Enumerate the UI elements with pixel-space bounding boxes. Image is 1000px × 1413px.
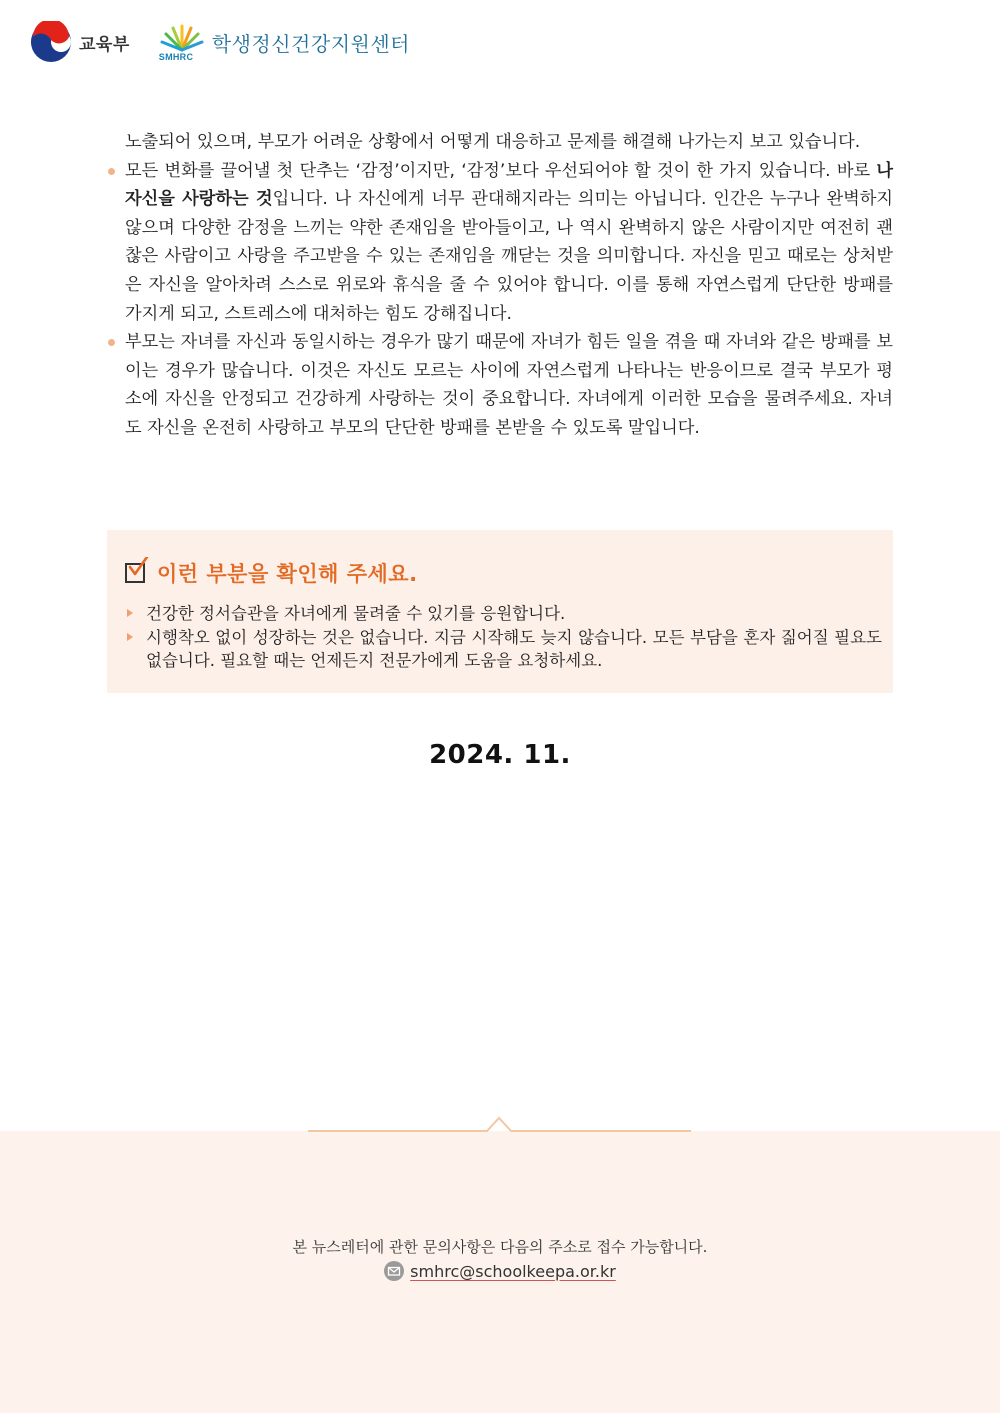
footer-notice: 본 뉴스레터에 관한 문의사항은 다음의 주소로 접수 가능합니다.	[292, 1238, 708, 1256]
check-section-title	[125, 558, 418, 588]
center-logo	[158, 22, 410, 62]
taegeuk-emblem-icon	[30, 21, 72, 63]
article-body	[125, 128, 893, 443]
ministry-name: 교육부	[79, 34, 130, 55]
list-item: 건강한 정서습관을 자녀에게 물려줄 수 있기를 응원합니다.	[127, 602, 882, 626]
footer-divider-decoration	[0, 1111, 1000, 1135]
mail-icon	[384, 1261, 404, 1281]
list-item: 시행착오 없이 성장하는 것은 없습니다. 지금 시작해도 늦지 않습니다. 모든 부담을 혼자 짊어질 필요도 없습니다. 필요할 때는 언제든지 전문가에게 도움을 요청하세요.	[127, 626, 882, 673]
footer-contact	[0, 1261, 1000, 1281]
ministry-logo	[30, 21, 130, 63]
bullet-text-a: 모든 변화를 끌어낼 첫 단추는 ‘감정’이지만, ‘감정’보다 우선되어야 할 것이 한 가지 있습니다. 바로	[125, 160, 877, 181]
triangle-bullet-icon	[127, 609, 133, 617]
page-header	[30, 20, 410, 64]
center-abbr: SMHRC	[158, 52, 194, 62]
paragraph-intro: 노출되어 있으며, 부모가 어려운 상황에서 어떻게 대응하고 문제를 해결해 나가는지 보고 있습니다.	[125, 132, 861, 152]
email-link[interactable]: smhrc@schoolkeepa.or.kr	[410, 1261, 616, 1281]
check-section	[107, 530, 893, 693]
bullet-paragraph-parent: 부모는 자녀를 자신과 동일시하는 경우가 많기 때문에 자녀가 힘든 일을 겪을 때 자녀와 같은 방패를 보이는 경우가 많습니다. 이것은 자신도 모르는 사이에 자연스럽게 나타나는 반응이므로 결국 부모가 평소에 자신을 안정되고 건강하게 사랑하는 것이 중요합니다. 자녀에게 이러한 모습을 물려주세요. 자녀도 자신을 온전히 사랑하고 부모의 단단한 방패를 본받을 수 있도록 말입니다.	[125, 328, 893, 442]
checkbox-icon	[125, 563, 145, 583]
issue-date: 2024. 11.	[429, 740, 571, 770]
page-footer	[0, 1131, 1000, 1413]
bullet-text-bold: 나 자신을 사랑하는 것	[125, 160, 893, 210]
sunburst-logo-icon	[158, 22, 206, 62]
center-name: 학생정신건강지원센터	[211, 31, 410, 56]
bullet-text-b: 입니다. 나 자신에게 너무 관대해지라는 의미는 아닙니다. 인간은 누구나 완벽하지 않으며 다양한 감정을 느끼는 약한 존재임을 받아들이고, 나 역시 완벽하지 않은 사람이지만 여전히 괜찮은 사람이고 사랑을 주고받을 수 있는 존재임을 깨닫는 것을 의미합니다. 자신을 믿고 때로는 상처받은 자신을 알아차려 스스로 위로와 휴식을 줄 수 있어야 합니다. 이를 통해 자연스럽게 단단한 방패를 가지게 되고, 스트레스에 대처하는 힘도 강해집니다.	[125, 189, 893, 324]
bullet-paragraph-self-love	[125, 157, 893, 329]
triangle-bullet-icon	[127, 633, 133, 641]
check-list	[127, 602, 882, 673]
check-title-text: 이런 부분을 확인해 주세요.	[157, 562, 418, 586]
